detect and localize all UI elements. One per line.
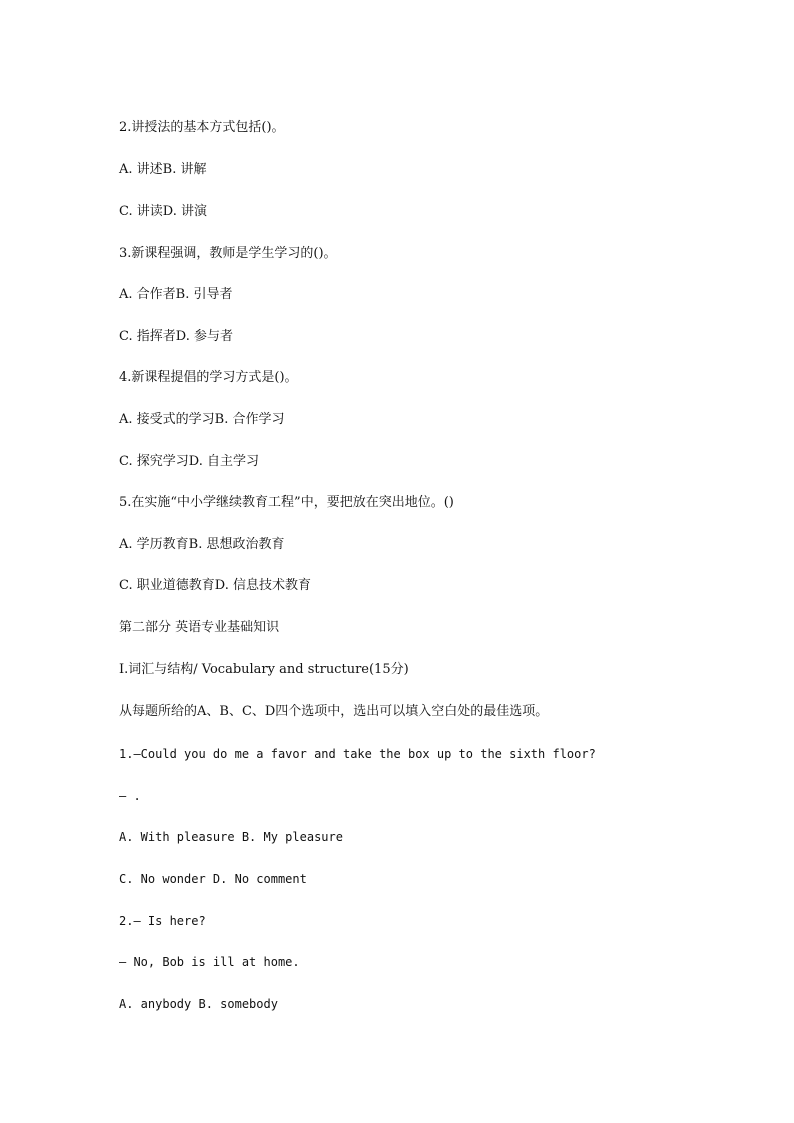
question-5-stem: 5.在实施“中小学继续教育工程”中，要把放在突出地位。() xyxy=(119,495,454,510)
english-question-1-stem: 1.—Could you do me a favor and take the box up to the sixth floor? xyxy=(119,747,596,761)
question-5-options-ab: A. 学历教育B. 思想政治教育 xyxy=(119,537,285,552)
english-question-1-reply: — . xyxy=(119,789,141,803)
question-4-options-ab: A. 接受式的学习B. 合作学习 xyxy=(119,412,285,427)
question-4-stem: 4.新课程提倡的学习方式是()。 xyxy=(119,370,298,385)
question-2-stem: 2.讲授法的基本方式包括()。 xyxy=(119,120,285,135)
section-instructions: 从每题所给的A、B、C、D四个选项中，选出可以填入空白处的最佳选项。 xyxy=(119,704,549,719)
english-question-2-reply: — No, Bob is ill at home. xyxy=(119,955,300,969)
question-3-stem: 3.新课程强调，教师是学生学习的()。 xyxy=(119,246,337,261)
part-two-heading: 第二部分 英语专业基础知识 xyxy=(119,620,280,635)
question-3-options-cd: C. 指挥者D. 参与者 xyxy=(119,329,233,344)
english-question-2-options-ab: A. anybody B. somebody xyxy=(119,997,278,1011)
english-question-2-stem: 2.— Is here? xyxy=(119,914,206,928)
question-3-options-ab: A. 合作者B. 引导者 xyxy=(119,287,233,302)
section-one-heading: Ⅰ.词汇与结构/ Vocabulary and structure(15分) xyxy=(119,662,409,677)
question-4-options-cd: C. 探究学习D. 自主学习 xyxy=(119,454,259,469)
english-question-1-options-cd: C. No wonder D. No comment xyxy=(119,872,307,886)
question-2-options-cd: C. 讲读D. 讲演 xyxy=(119,204,207,219)
question-2-options-ab: A. 讲述B. 讲解 xyxy=(119,162,207,177)
question-5-options-cd: C. 职业道德教育D. 信息技术教育 xyxy=(119,578,311,593)
english-question-1-options-ab: A. With pleasure B. My pleasure xyxy=(119,830,343,844)
